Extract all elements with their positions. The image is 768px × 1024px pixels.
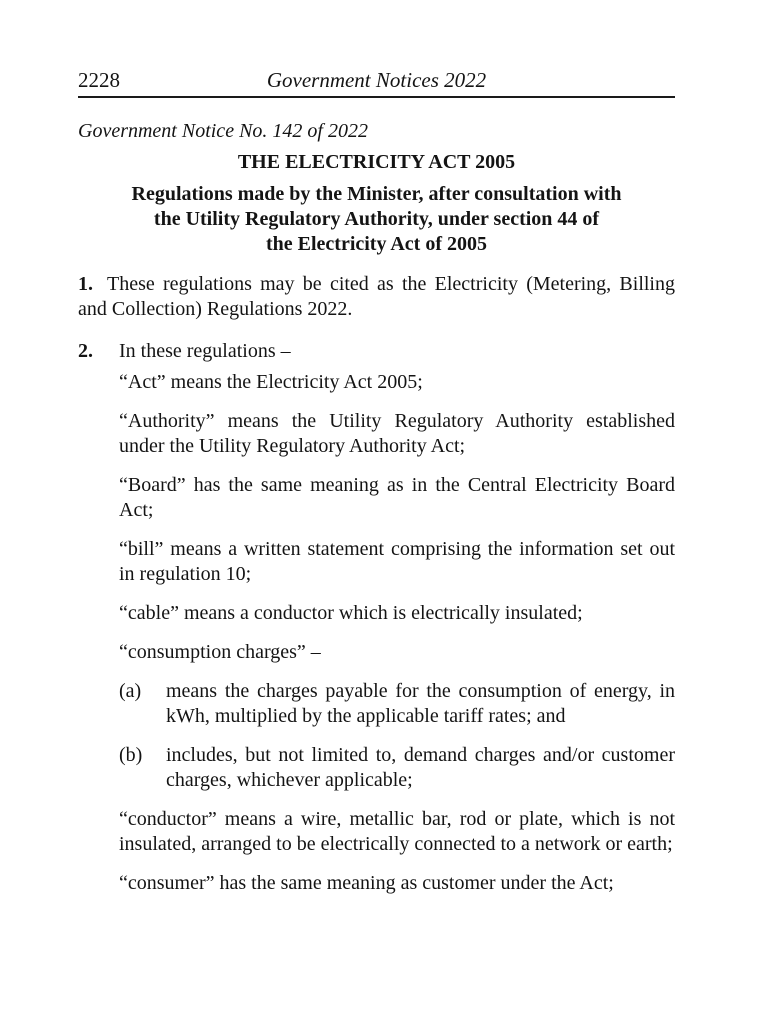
definition-authority: “Authority” means the Utility Regulatory Authority established under the Utility Regulatory Authority Act; xyxy=(119,410,675,457)
preamble-line: Regulations made by the Minister, after consultation with xyxy=(131,183,622,205)
preamble xyxy=(78,182,675,257)
preamble-line: the Utility Regulatory Authority, under section 44 of xyxy=(153,208,600,230)
regulation-number: 2. xyxy=(78,340,93,362)
running-title: Government Notices 2022 xyxy=(266,68,487,92)
preamble-line: the Electricity Act of 2005 xyxy=(265,233,488,255)
definition-consumption-charges: “consumption charges” – xyxy=(119,641,321,663)
regulation-2 xyxy=(78,339,675,364)
regulation-number: 1. xyxy=(78,273,93,295)
definition-board: “Board” has the same meaning as in the Central Electricity Board Act; xyxy=(119,474,675,521)
definition-consumer: “consumer” has the same meaning as customer under the Act; xyxy=(119,872,614,894)
subitem-label: (a) xyxy=(119,680,142,702)
definition-bill: “bill” means a written statement comprising the information set out in regulation 10; xyxy=(119,538,675,585)
act-title: THE ELECTRICITY ACT 2005 xyxy=(237,151,516,173)
subitem-text: means the charges payable for the consumption of energy, in kWh, multiplied by the applicable tariff rates; and xyxy=(166,680,675,727)
regulation-1 xyxy=(78,272,675,322)
notice-number: Government Notice No. 142 of 2022 xyxy=(78,120,368,142)
page-number: 2228 xyxy=(78,68,120,92)
subitem-text: includes, but not limited to, demand charges and/or customer charges, whichever applicable; xyxy=(166,744,675,791)
definition-conductor: “conductor” means a wire, metallic bar, rod or plate, which is not insulated, arranged to be electrically connected to a network or earth; xyxy=(119,808,675,855)
document-page xyxy=(78,66,675,896)
regulation-text: In these regulations – xyxy=(119,340,291,362)
page-header xyxy=(78,66,675,98)
definition-act: “Act” means the Electricity Act 2005; xyxy=(119,371,423,393)
regulation-text: These regulations may be cited as the Electricity (Metering, Billing and Collection) Regulations 2022. xyxy=(78,273,675,320)
definition-subitem-b xyxy=(119,743,675,793)
definition-subitem-a xyxy=(119,679,675,729)
subitem-label: (b) xyxy=(119,744,143,766)
definition-cable: “cable” means a conductor which is electrically insulated; xyxy=(119,602,583,624)
